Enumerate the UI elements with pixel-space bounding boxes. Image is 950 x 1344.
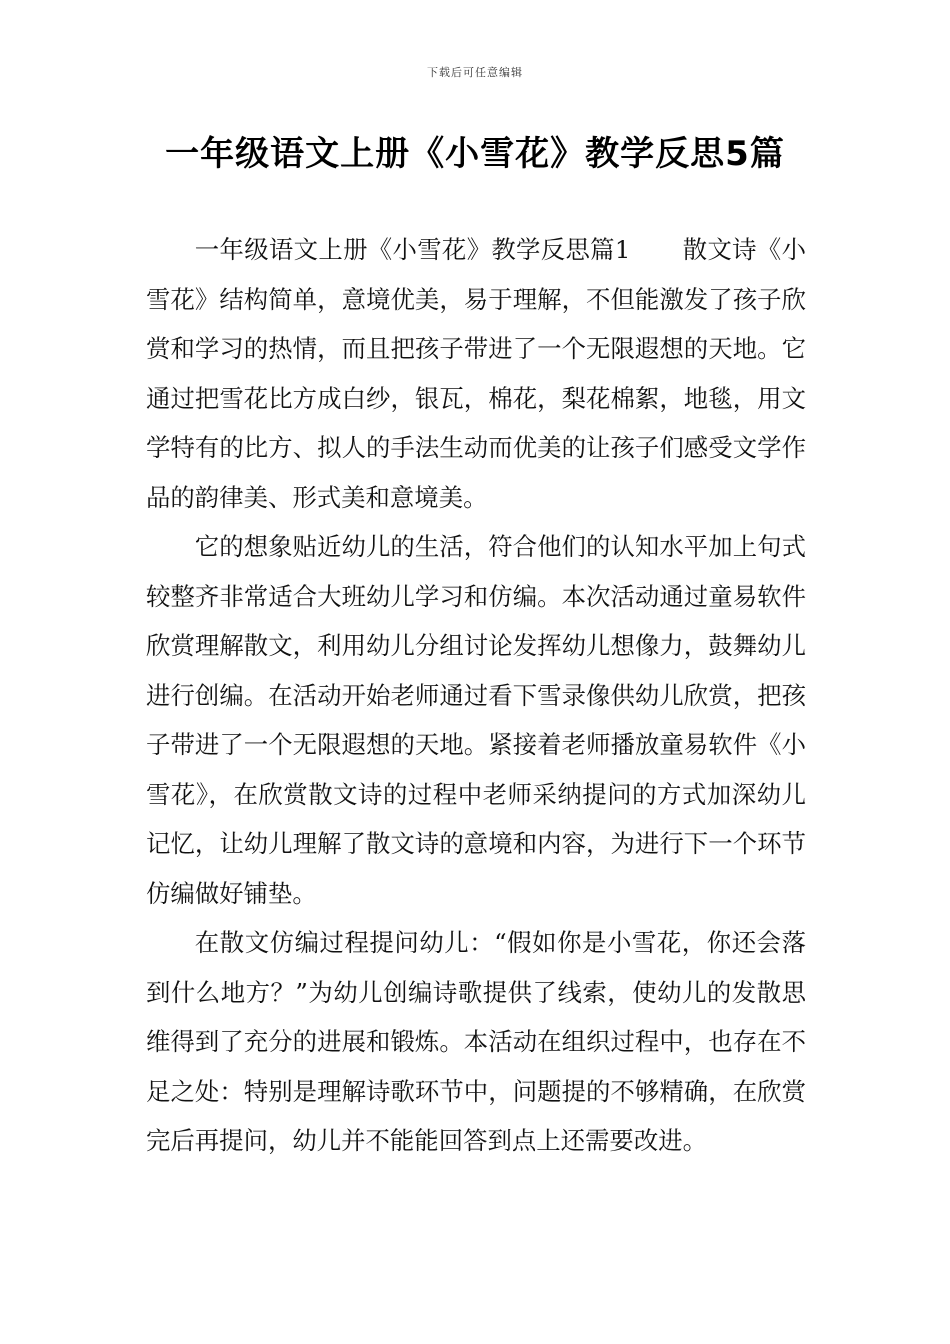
document-body: [146, 225, 806, 1166]
paragraph-1-text: 散文诗《小雪花》结构简单，意境优美，易于理解，不但能激发了孩子欣赏和学习的热情，而且把孩子带进了一个无限遐想的天地。它通过把雪花比方成白纱，银瓦，棉花，梨花棉絮，地毯，用文学特有的比方、拟人的手法生动而优美的让孩子们感受文学作品的韵律美、形式美和意境美。: [146, 235, 806, 512]
paragraph-2: 它的想象贴近幼儿的生活，符合他们的认知水平加上句式较整齐非常适合大班幼儿学习和仿编。本次活动通过童易软件欣赏理解散文，利用幼儿分组讨论发挥幼儿想像力，鼓舞幼儿进行创编。在活动开始老师通过看下雪录像供幼儿欣赏，把孩子带进了一个无限遐想的天地。紧接着老师播放童易软件《小雪花》，在欣赏散文诗的过程中老师采纳提问的方式加深幼儿记忆，让幼儿理解了散文诗的意境和内容，为进行下一个环节仿编做好铺垫。: [146, 532, 806, 908]
paragraph-3: 在散文仿编过程提问幼儿：“假如你是小雪花，你还会落到什么地方？”为幼儿创编诗歌提供了线索，使幼儿的发散思维得到了充分的进展和锻炼。本活动在组织过程中，也存在不足之处：特别是理解诗歌环节中，问题提的不够精确，在欣赏完后再提问，幼儿并不能能回答到点上还需要改进。: [146, 928, 806, 1155]
header-note: 下载后可任意编辑: [427, 66, 523, 79]
document-title: 一年级语文上册《小雪花》教学反思5篇: [165, 134, 785, 174]
paragraph-1: [146, 225, 806, 522]
section-heading: 一年级语文上册《小雪花》教学反思篇1: [194, 235, 631, 264]
